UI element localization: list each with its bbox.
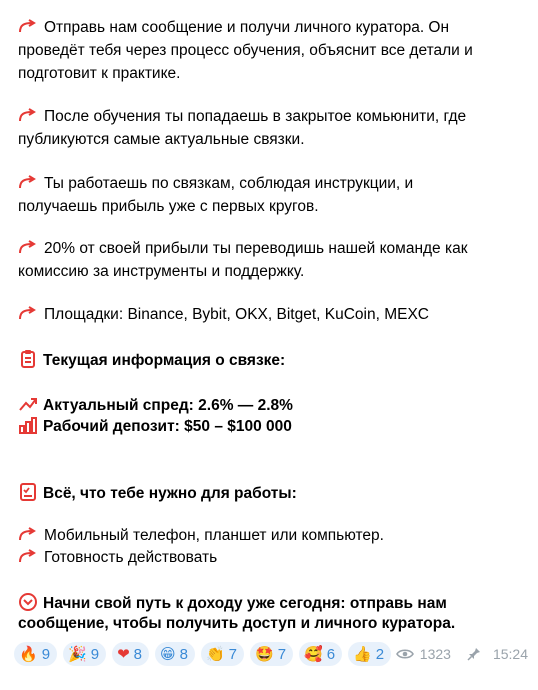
party-popper-icon: 🎉 <box>68 644 87 663</box>
message-meta <box>396 642 528 666</box>
trend-up-icon <box>18 394 38 414</box>
paragraph-text: Ты работаешь по связкам, соблюдая инструкции, и <box>44 175 414 192</box>
need-1-line <box>18 526 384 546</box>
chevron-down-circle-icon <box>18 592 38 612</box>
paragraph-4-line-1 <box>18 239 468 259</box>
curved-arrow-icon <box>18 19 39 33</box>
reaction-count: 2 <box>375 645 385 663</box>
message-time: 15:24 <box>492 646 528 662</box>
reactions-bar <box>14 642 391 666</box>
clap-icon: 👏 <box>205 644 225 663</box>
reaction-count: 8 <box>133 645 142 663</box>
heart-icon: ❤ <box>117 644 130 663</box>
curved-arrow-icon <box>18 549 39 563</box>
paragraph-1-line-3: подготовит к практике. <box>18 65 181 82</box>
cta-line-1 <box>18 592 447 614</box>
reaction-star-struck[interactable] <box>250 642 293 666</box>
reaction-count: 9 <box>90 645 100 663</box>
need-2-text: Готовность действовать <box>44 549 218 566</box>
need-2-line <box>18 548 217 568</box>
pin-icon <box>467 647 481 661</box>
info-heading <box>18 349 285 371</box>
paragraph-2-line-1 <box>18 107 466 127</box>
reaction-count: 7 <box>277 645 287 663</box>
cta-line-2: сообщение, чтобы получить доступ и личного куратора. <box>18 615 456 632</box>
curved-arrow-icon <box>18 527 39 541</box>
curved-arrow-icon <box>18 175 39 189</box>
smiling-hearts-icon: 🥰 <box>304 644 323 663</box>
platforms-line <box>18 305 429 325</box>
reaction-fire[interactable] <box>14 642 57 666</box>
reaction-count: 6 <box>326 645 336 663</box>
paragraph-1-line-1 <box>18 18 449 38</box>
reaction-thumbs-up[interactable] <box>348 642 391 666</box>
clipboard-icon <box>18 349 38 369</box>
deposit-text: Рабочий депозит: $50 – $100 000 <box>43 418 292 435</box>
eye-icon <box>396 648 414 660</box>
views-count: 1323 <box>419 646 451 662</box>
spread-line <box>18 394 293 416</box>
fire-icon: 🔥 <box>19 644 38 663</box>
paragraph-text: 20% от своей прибыли ты переводишь нашей команде как <box>44 240 468 257</box>
needs-heading-text: Всё, что тебе нужно для работы: <box>43 485 297 502</box>
reaction-party[interactable] <box>63 642 106 666</box>
paragraph-4-line-2: комиссию за инструменты и поддержку. <box>18 263 305 280</box>
reaction-smiling-hearts[interactable] <box>299 642 342 666</box>
deposit-line <box>18 415 292 437</box>
reaction-count: 7 <box>228 645 237 663</box>
need-1-text: Мобильный телефон, планшет или компьютер. <box>44 527 384 544</box>
reaction-heart[interactable] <box>112 642 149 666</box>
reaction-clap[interactable] <box>201 642 244 666</box>
curved-arrow-icon <box>18 108 39 122</box>
needs-heading <box>18 482 297 504</box>
paragraph-text: После обучения ты попадаешь в закрытое комьюнити, где <box>44 108 467 125</box>
grin-icon: 😁 <box>159 644 176 663</box>
bar-chart-icon <box>18 415 38 435</box>
thumbs-up-icon: 👍 <box>353 644 372 663</box>
curved-arrow-icon <box>18 306 39 320</box>
reaction-count: 8 <box>179 645 188 663</box>
paragraph-3-line-1 <box>18 174 413 194</box>
reaction-grin[interactable] <box>155 642 195 666</box>
platforms-text: Площадки: Binance, Bybit, OKX, Bitget, KuCoin, MEXC <box>44 306 429 323</box>
reaction-count: 9 <box>41 645 51 663</box>
paragraph-2-line-2: публикуются самые актуальные связки. <box>18 131 305 148</box>
curved-arrow-icon <box>18 240 39 254</box>
star-struck-icon: 🤩 <box>255 644 274 663</box>
paragraph-1-line-2: проведёт тебя через процесс обучения, объяснит все детали и <box>18 42 473 59</box>
info-heading-text: Текущая информация о связке: <box>43 352 286 369</box>
paragraph-3-line-2: получаешь прибыль уже с первых кругов. <box>18 198 319 215</box>
paragraph-text: Отправь нам сообщение и получи личного куратора. Он <box>44 19 450 36</box>
checklist-icon <box>18 482 38 502</box>
cta-text: Начни свой путь к доходу уже сегодня: отправь нам <box>43 595 447 612</box>
spread-text: Актуальный спред: 2.6% — 2.8% <box>43 397 293 414</box>
